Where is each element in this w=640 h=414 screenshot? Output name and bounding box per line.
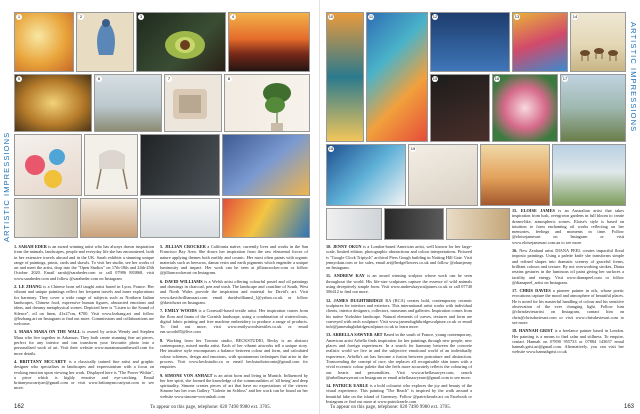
artwork-image-r22	[326, 208, 382, 240]
artwork-image-r13	[512, 12, 568, 72]
entry-14: 14. PATRICK EARLE is a bold colourist who explores the joy and beauty of the visual experience. This painting "The Beach" is inspired by the walk around a beautiful lake on the island of Guernsey. Follow @patrickearle.art on Facebook or Instagram or find out more at www.patrickearle.com	[326, 383, 473, 405]
right-page	[320, 0, 640, 414]
artwork-image-4	[228, 12, 310, 72]
text-column-left-1	[14, 244, 154, 394]
artwork-image-9	[14, 134, 82, 196]
entry-13: 13. ARBELLA SAWYER ART Based in the south of France, young contemporary, American artist Arbella finds inspiration for her paintings through new people, new places and foreign experiences. In a search for harmony between the concrete realistic world we live in and the subjective emotional world of an individually experience, Arbella's art has become a fusion between portraiture and abstraction. Transcending the concept of race, she replaces all recognisable skin tones with a vivid eccentric colour palette that she feels more accurately reflects the colouring of our hearts and personalities. Visit www.arbellasawyer.com, search @arbellasawyerart on Instagram or email arbellasawyerart@gmail.com to see more.	[326, 332, 472, 380]
artwork-image-5	[14, 74, 92, 132]
entry-2: 2. LE ZHANG is a Chinese born self taught artist based in Lyon, France. Her vibrant and unique paintings reflect her frequent travels and inner explorations for harmony. They cover a wide range of subjects such as Northern Italian landscapes, Chinese food, expressive human figures, abstracted emotions and ideas, and dreamy metaphysical scenes. Depicted here is "Listen to the Sound of Silence", oil on linen, 41x27cm, €700. Visit www.lezhang.art and follow @lezhang.art on Instagram to find out more. Commissions and collaborations are welcome.	[14, 284, 154, 327]
text-column-right-2	[512, 208, 624, 358]
image-number-14: 14	[572, 14, 578, 19]
section-title-vertical: ARTISTIC IMPRESSIONS	[2, 131, 11, 242]
image-number-13: 13	[514, 14, 520, 19]
plant-artwork-svg	[225, 75, 310, 132]
entry-7: 7. EMILY WOODS is a Cornwall-based textile artist. Her inspiration comes from the flora and fauna of the Cornish landscape, using a combination of watercolours, digital fabric printing and free machine embroidery to produce a range of products. To find out more, visit www.emilywoodstextiles.co.uk or email em.woods85@live.com	[160, 308, 308, 335]
section-title-vertical-right: ARTISTIC IMPRESSIONS	[629, 22, 638, 133]
image-number-1: 1	[17, 14, 21, 19]
image-number-4: 4	[231, 14, 235, 19]
artwork-image-7	[164, 74, 222, 132]
entry-9: 9. SIMONE VON ANHALT is an artist born and living in Munich. Influenced by her free spirit, she formed the knowledge of the commonalities of 'all being' and deep spirituality, Simone creates pieces of art that have no expectations of the viewer. Simone has her own Gallery "Galerie im Schloss" and her work can be found on her website www.simone-von-anhalt.com	[160, 372, 308, 399]
artwork-image-r17	[560, 74, 626, 142]
image-number-18: 18	[328, 146, 334, 151]
entry-3: 3. MARA MARA ON THE WALL is owned by artists Wendy and Stephen Mara who live together in Arkansas. They both create stunning fine art pieces, perfect for any interior and can transform your favourite photo into a personalised work of art. Visit their website www.maramaraonthewall.com for more details.	[14, 329, 154, 356]
image-number-5: 5	[17, 76, 21, 81]
artwork-image-r24	[446, 208, 510, 240]
text-column-right-1	[326, 244, 472, 407]
artwork-image-1	[14, 12, 74, 72]
artwork-image-r19	[408, 144, 478, 206]
page-number-right: 163	[623, 404, 634, 410]
artwork-image-15	[140, 198, 220, 238]
entry-11: 11. ANDREW KAY is an award winning sculptor whose work can be seen throughout the world. His life-size sculptures capture the essence of wild animals using deceptively simple form. Visit www.andrewkaysculptures.co.uk or call 07740 506412 to find out more.	[326, 273, 472, 295]
deer-painting-svg	[571, 13, 626, 72]
avocado-painting-svg	[137, 13, 226, 72]
artwork-image-11	[140, 134, 220, 196]
artwork-image-r11	[366, 12, 428, 142]
entry-12: 12. JAMES DUGHTBRIDGE RA (RCA) creates bold, contemporary ceramic sculptures for interiors and exteriors. This international artist works with individual clients, interior designers, collectors, museums and galleries. Inspiration comes from his native Yorkshire landscape. Natural elements of curves, textures and form are conveyed with each sculpture. Visit www.jamesdughtbridgesculpture.co.uk or email info@jamesdughtbridgesculpture.co.uk to learn more.	[326, 297, 472, 330]
page-number-left: 162	[14, 404, 25, 410]
entry-6: 6. DAVID WILLIAMS is a Welsh artist offering colourful pastel and oil paintings and drawings in charcoal, pen and wash. The landscape and coastline of South, West and North Wales provide the inspiration and material for David's art. Visit www.davidwilliamsart.com email davidwilliamsl_1@yahoo.co.uk or follow @davidwart on Instagram.	[160, 278, 309, 305]
text-column-left-2	[160, 244, 308, 402]
artwork-image-10	[84, 134, 138, 196]
image-number-16: 16	[494, 76, 500, 81]
entry-18: 18. HANNAH GRIST is a freelance painter based in London. Her painting is a means to find calm and stillness. To enquire, contact Hannah on 07890 955733 or 07884 143657 email hannah.grist.art@gmail.com. Alternatively, you can visit her website www.hannahgrist.co.uk	[512, 328, 625, 355]
artwork-image-13	[14, 198, 78, 238]
image-number-7: 7	[167, 76, 171, 81]
artwork-image-6	[94, 74, 162, 132]
artwork-image-8	[224, 74, 310, 132]
artwork-image-14	[80, 198, 138, 238]
entry-15: 15. ELOISE JAMES is an Australian artist that takes inspiration from lush, overgrown gardens in full bloom to create dream-like, atmospheric scenes. Eloise's style is based on intuition to form enchanting oil works reflecting on her memories, feelings and moments in time. Follow @eloisejamesart on Instagram or visit www.eloisejamesart.com.au to see more.	[512, 208, 624, 245]
image-number-11: 11	[368, 14, 374, 19]
image-number-10: 10	[328, 14, 334, 19]
entry-4: 4. BRITTANY MCCARTY is a classically trained fine artist and graphic designer who specialises in landscapes and expressionism with a focus on evoking emotion upon viewing her work. Displayed here is "The Power Within", a piece which is highly emotive and eye-catching. Email brittanymccartyart@gmail.com or visit www.brittanymccartyart.com to see more.	[14, 358, 155, 391]
artwork-image-16	[222, 198, 310, 238]
artwork-image-r14	[570, 12, 626, 72]
entry-17: 17. CHRIS DAVIES a pioneer painter in oils, whose poetic evocations capture the mood and atmosphere of beautiful places. He is noted for his masterful handling of colour and his sensitive observation of the ever changing light. Follow him @chrisdaviesartist on Instagram, contact him on chris@chrisdaviesart.com or visit www.chrisdaviesart.com to see more.	[512, 288, 625, 325]
figure-painting-svg	[77, 13, 134, 72]
image-number-6: 6	[97, 76, 101, 81]
entry-8: 8. Working from her Toronto studio, BECKSTUDIO, Becky is an abstract contemporary, mixed media artist. Each of her vibrant artworks tell a unique story. Her intuitive style encompasses a balance between colour and form, and calculated colour schemes, design and emotions, with spontaneous techniques that arise in the process. Visit www.beckstudio.ca or email beckstudiotoronto@gmail.com for enquiries	[160, 337, 309, 370]
cushion-textile-svg	[165, 75, 222, 132]
artwork-image-r10	[326, 12, 364, 142]
artwork-image-r21	[552, 144, 626, 206]
artwork-image-r16	[492, 74, 558, 142]
artwork-image-r12	[430, 12, 510, 72]
artwork-image-r15	[430, 74, 490, 142]
chair-illustration-svg	[85, 135, 138, 196]
entry-10: 10. JENNY OKUN is a London-based American artist, well known for her large-scale, limited edition, photographic abstractions and colour interpretations. Pictured is "Google Clock Triptych" archival Piers Gough building in Notting Hill Gate. Visit jennyokun.com or for sales, email art@hedgeflowers.co.uk and follow @okunjenny on Instagram.	[326, 244, 472, 271]
image-number-2: 2	[79, 14, 83, 19]
entry-16: 16. New Zealand artist DIANA PEEL creates impactful floral imposto paintings. Using a palette knife she transforms simple and refined shapes into dramatic scenery of graceful forms, brilliant colours and texture. By not overworking strokes, Diana retains gestures in the luminous oil paint giving her surfaces a tactility and energy. Visit www.dianapeel.com or follow @dianapeel_artist on Instagram.	[512, 248, 625, 285]
footer-left: To appear on this page, telephone: 020 7490 9980 ext. 3705.	[150, 405, 271, 410]
entry-5: 5. JILLIAN CROCKER a California native, currently lives and works in the San Francisco Bay Area. She draws her inspiration from the raw elemental forces of nature applying themes both earthly and cosmic. Her most often paints with organic materials such as beeswax, damar resin and earth pigments which engender a unique luminosity and impact. Her work can be seen at jilliancrocker.com or follow @jilliancrockerart on Instagram.	[160, 244, 309, 276]
artwork-image-r20	[480, 144, 550, 206]
artwork-image-2	[76, 12, 134, 72]
image-number-8: 8	[227, 76, 231, 81]
abstract-painting-svg	[15, 135, 82, 196]
image-number-17: 17	[562, 76, 568, 81]
image-number-3: 3	[139, 14, 143, 19]
footer-right: To appear on this page, telephone: 020 7490 9980 ext. 3705.	[330, 405, 451, 410]
artwork-image-12	[222, 134, 310, 196]
image-number-19: 19	[410, 146, 416, 151]
artwork-image-r23	[384, 208, 444, 240]
image-number-12: 12	[432, 14, 438, 19]
artwork-image-3	[136, 12, 226, 72]
image-number-15: 15	[432, 76, 438, 81]
entry-1: 1. SARAH EDER is an award winning artist who has always drawn inspiration from the animals, landscapes, people and everyday life she has encountered, both in her extensive travels abroad and in the UK. Sarah exhibits a stunning unique range of paintings, prints, cards and shawls. To visit her studio, see her works of art and meet the artist, drop into the "Open Studios" on 17th-18th and 24th-25th October 2020. Email sarah@saraheder.com or call 07986 883868, visit www.saraheder.com and follow @saraheder.com on Instagram	[14, 244, 154, 281]
artwork-image-r18	[326, 144, 406, 206]
